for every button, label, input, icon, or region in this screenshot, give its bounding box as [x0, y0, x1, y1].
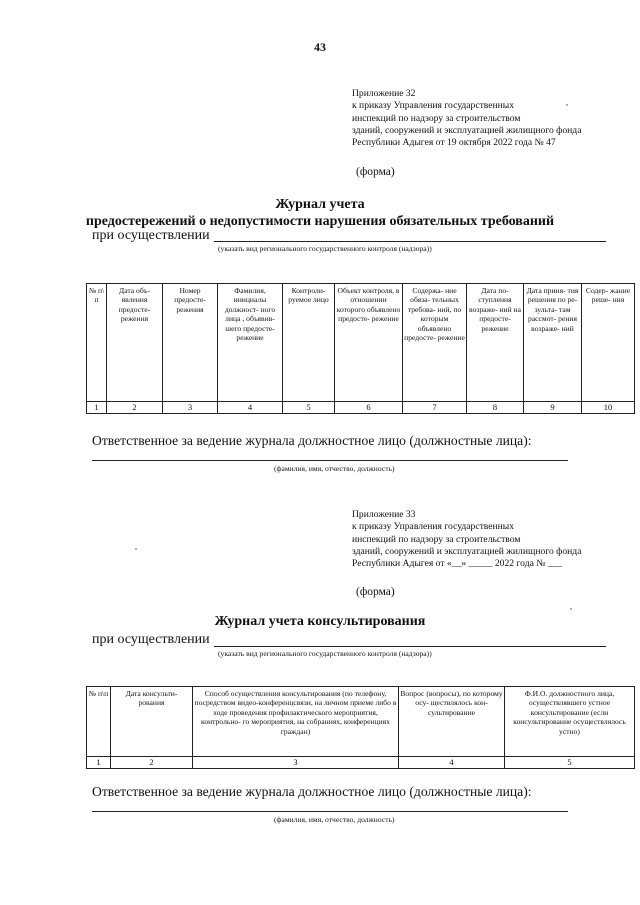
scan-speck [135, 548, 137, 550]
table-header-cell: Способ осуществления консультирования (по телефону, посредством видео-конференцсвязи, на личном приеме либо в ходе проведения профилактического мероприятия, контрольно- го мероприятия, на собраниях, конференциях граждан) [193, 687, 399, 757]
journal-1-title [0, 196, 640, 230]
journal-2-control-type-hint: (указать вид регионального государственного контроля (надзора)) [218, 649, 432, 658]
table-header-cell: Дата объ- явления предосте- режения [107, 284, 163, 402]
form-label: (форма) [356, 586, 395, 598]
table-number-cell: 2 [107, 402, 163, 414]
journal-1-fio-hint: (фамилия, имя, отчество, должность) [274, 464, 395, 473]
appendix-32-header [352, 88, 581, 149]
table-number-cell: 6 [335, 402, 403, 414]
table-header-cell: Дата консульти- рования [111, 687, 193, 757]
journal-1-pri-label: при осуществлении [92, 228, 210, 243]
table-number-cell: 8 [467, 402, 524, 414]
table-number-cell: 5 [505, 757, 635, 769]
table-header-cell: Содер- жание реше- ния [582, 284, 635, 402]
journal-2-responsible-line [92, 811, 568, 812]
form-label: (форма) [356, 166, 395, 178]
table-number-row [87, 402, 635, 414]
table-header-cell: Номер предосте- режения [163, 284, 218, 402]
journal-1-control-type-hint: (указать вид регионального государственного контроля (надзора)) [218, 244, 432, 253]
journal-2-control-type-line [214, 646, 606, 647]
appendix-line: Приложение 33 [352, 509, 416, 520]
table-header-cell: Контроли- руемое лицо [283, 284, 335, 402]
table-number-cell: 9 [524, 402, 582, 414]
appendix-33-header [352, 509, 581, 570]
table-header-cell: Содержа- ние обяза- тельных требова- ний, по которым объявлено предосте- режение [403, 284, 467, 402]
journal-1-title-line-2: предостережений о недопустимости нарушения обязательных требований [85, 214, 555, 229]
scan-speck [570, 608, 572, 610]
table-number-cell: 2 [111, 757, 193, 769]
appendix-line: инспекций по надзору за строительством [352, 112, 521, 124]
table-header-cell: № п\п [87, 687, 111, 757]
journal-2-table [86, 686, 635, 769]
appendix-line: Республики Адыгея от «__» _____ 2022 года № ___ [352, 558, 563, 570]
page-number: 43 [314, 40, 326, 54]
journal-2-fio-hint: (фамилия, имя, отчество, должность) [274, 815, 395, 824]
appendix-line: к приказу Управления государственных [352, 100, 515, 112]
table-number-cell: 1 [87, 757, 111, 769]
table-number-cell: 5 [283, 402, 335, 414]
table-header-cell: Объект контроля, в отношении которого объявлено предосте- режение [335, 284, 403, 402]
table-header-cell: Дата по- ступления возраже- ний на предосте- режение [467, 284, 524, 402]
journal-1-responsible-line [92, 460, 568, 461]
appendix-line: зданий, сооружений и эксплуатацией жилищного фонда [352, 124, 582, 136]
appendix-line: зданий, сооружений и эксплуатацией жилищного фонда [352, 545, 582, 557]
journal-2-responsible-label: Ответственное за ведение журнала должностное лицо (должностные лица): [92, 784, 532, 799]
table-header-cell: Фамилия, инициалы должност- ного лица , объявив- шего предосте- режение [218, 284, 283, 402]
journal-1-title-line-1: Журнал учета [275, 197, 365, 212]
table-number-cell: 1 [87, 402, 107, 414]
scan-speck [566, 104, 568, 106]
journal-1-table [86, 283, 635, 414]
table-header-row [87, 284, 635, 402]
table-header-cell: Вопрос (вопросы), по которому осу- ществлялось кон- сультирование [399, 687, 505, 757]
table-header-cell: Ф.И.О. должностного лица, осуществлявшего устное консультирование (если консультирование осуществлялось устно) [505, 687, 635, 757]
journal-1-responsible-label: Ответственное за ведение журнала должностное лицо (должностные лица): [92, 433, 532, 448]
table-number-cell: 3 [163, 402, 218, 414]
appendix-line: Приложение 32 [352, 88, 416, 99]
table-number-cell: 7 [403, 402, 467, 414]
appendix-line: инспекций по надзору за строительством [352, 533, 521, 545]
table-number-row [87, 757, 635, 769]
table-header-cell: Дата приня- тия решения по ре- зульта- там рассмот- рения возраже- ний [524, 284, 582, 402]
table-number-cell: 10 [582, 402, 635, 414]
table-number-cell: 4 [218, 402, 283, 414]
table-number-cell: 4 [399, 757, 505, 769]
journal-1-control-type-line [214, 241, 606, 242]
appendix-line: Республики Адыгея от 19 октября 2022 года № 47 [352, 137, 556, 149]
appendix-line: к приказу Управления государственных [352, 521, 515, 533]
table-number-cell: 3 [193, 757, 399, 769]
journal-2-title: Журнал учета консультирования [214, 614, 426, 629]
table-header-row [87, 687, 635, 757]
table-header-cell: № п\ п [87, 284, 107, 402]
journal-2-pri-label: при осуществлении [92, 632, 210, 647]
